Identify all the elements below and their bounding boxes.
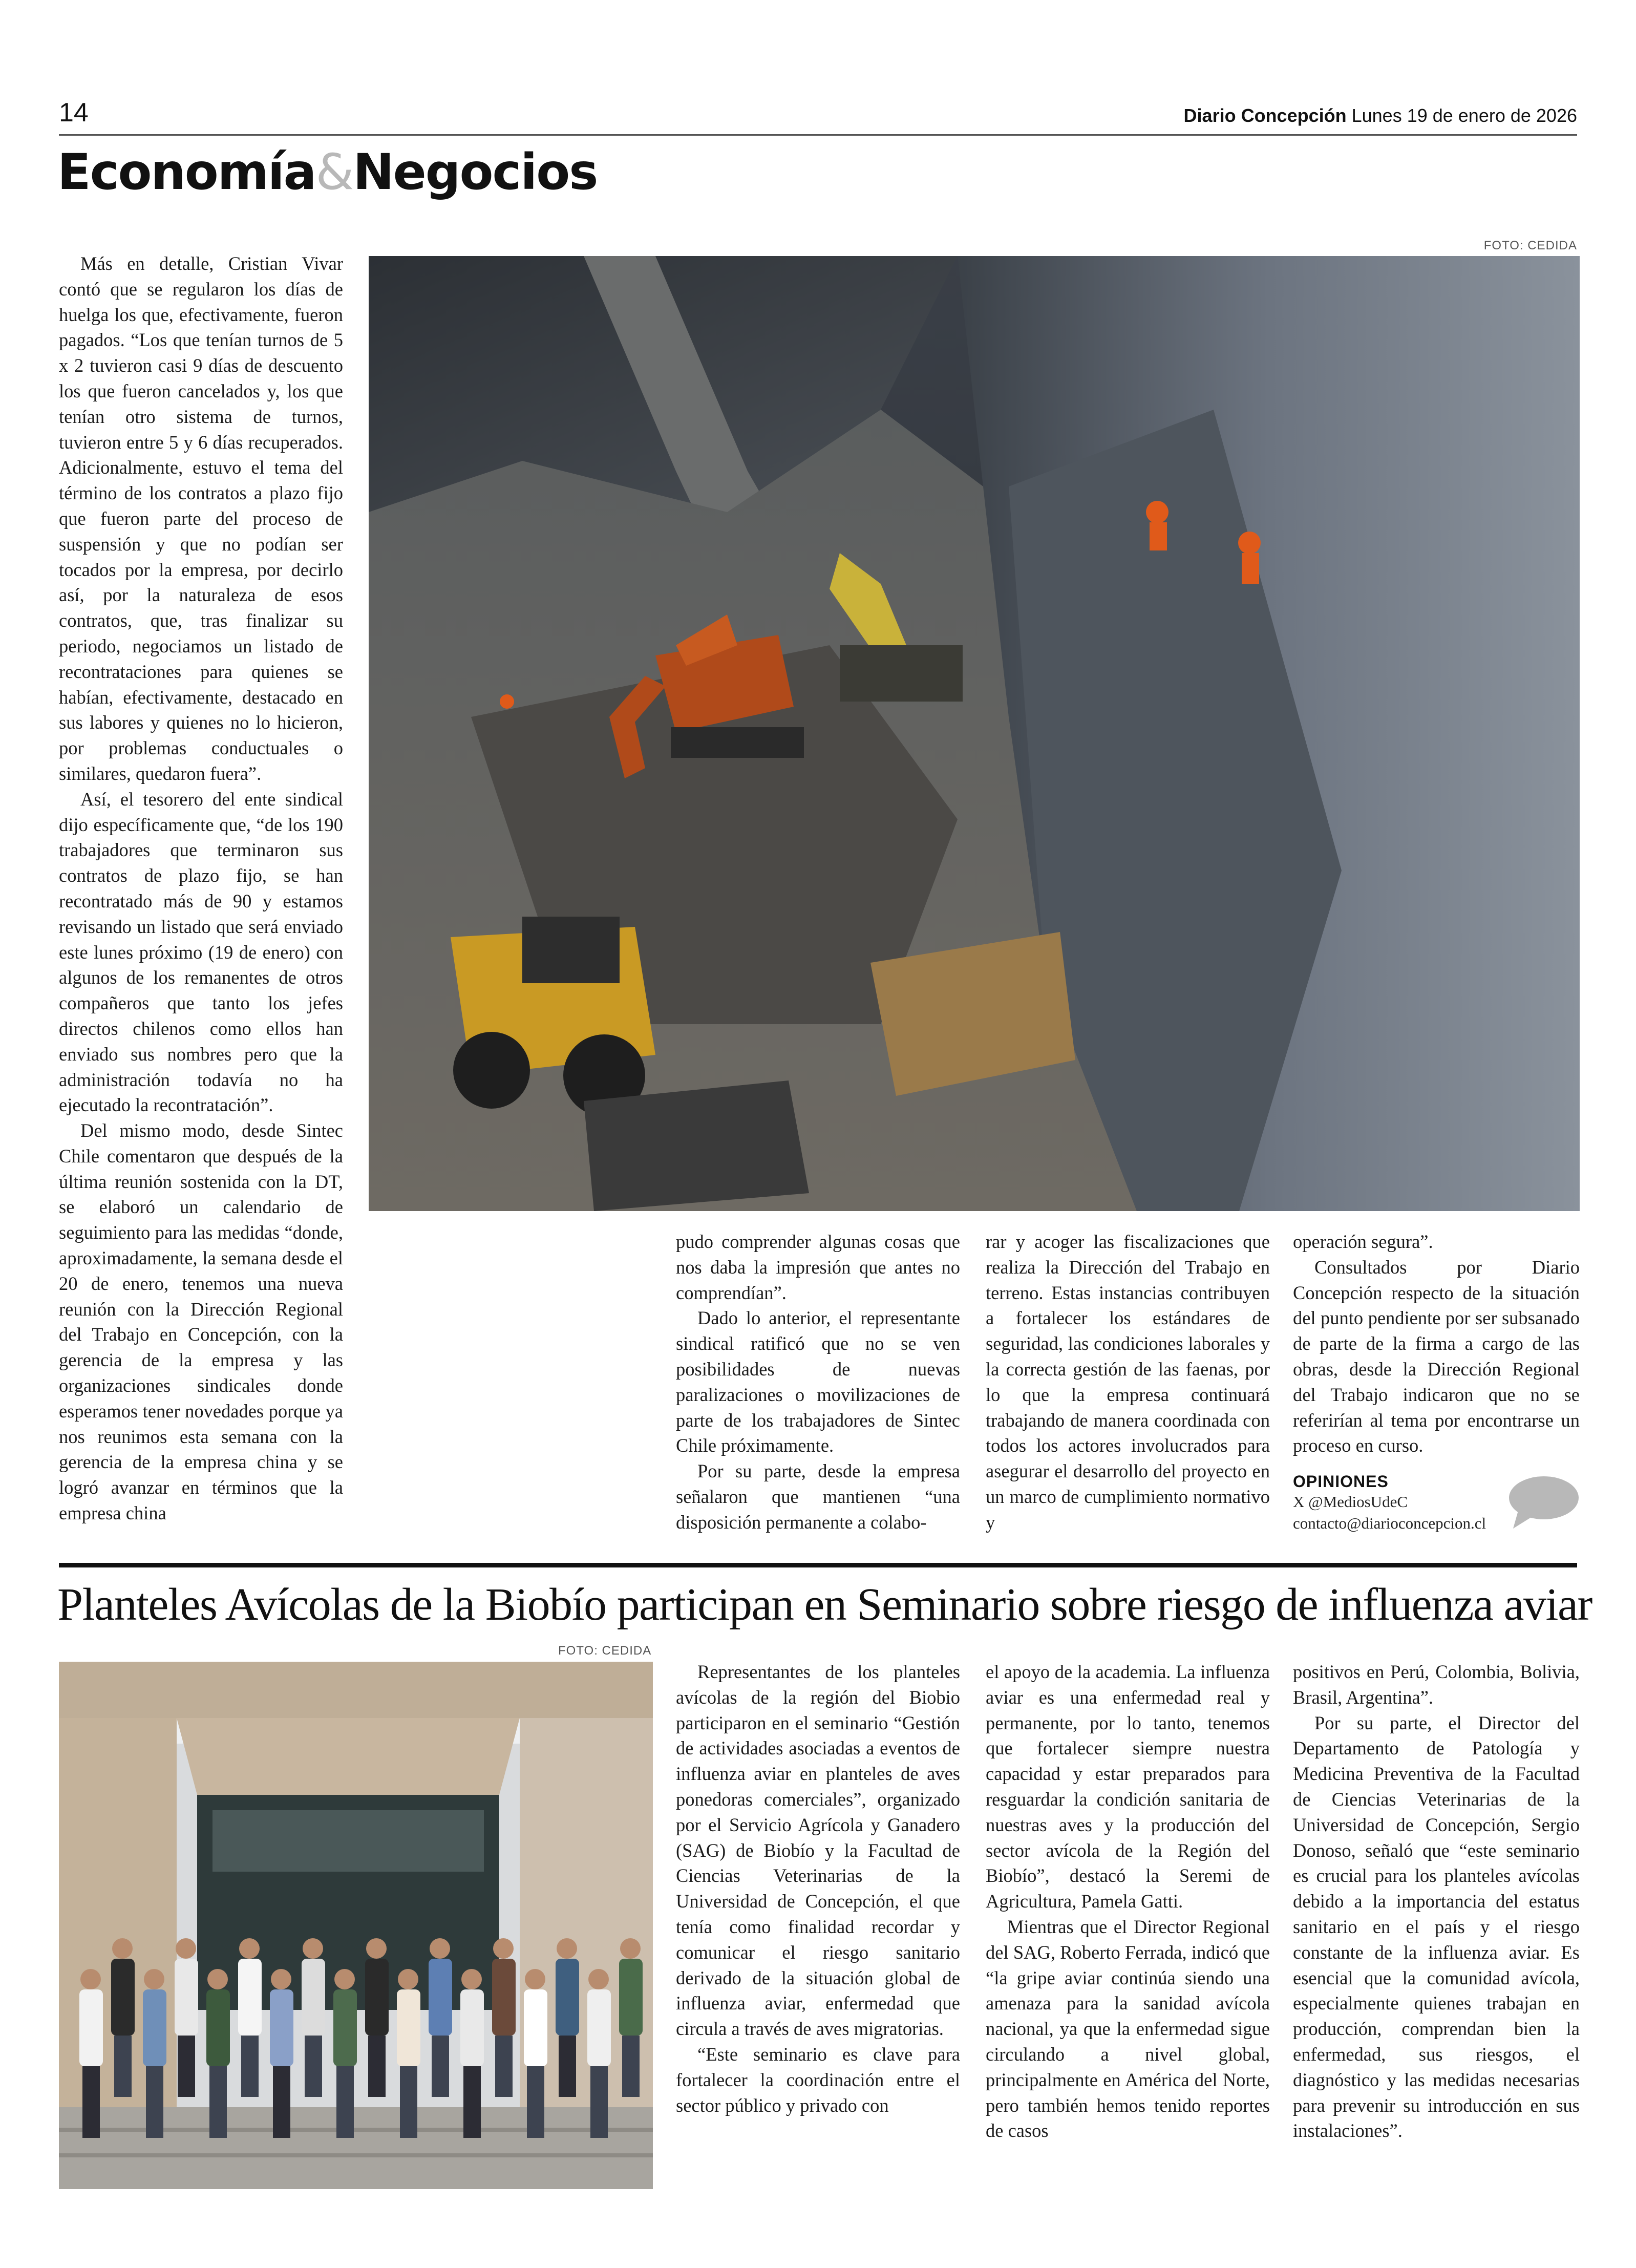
header-rule [59,134,1577,136]
story2-headline: Planteles Avícolas de la Biobío participan en Seminario sobre riesgo de influenza aviar [57,1579,1592,1630]
construction-photo [369,256,1580,1211]
story2-col2-paragraph: Representantes de los planteles avícolas de la región del Biobio participaron en el seminario “Gestión de actividades asociadas a eventos de influenza aviar en planteles de aves ponedoras comerciales”, organizado por el Servicio Agrícola y Ganadero (SAG) de Biobío y la Facultad de Ciencias Veterinarias de la Universidad de Concepción, el que tenía como finalidad recordar y comunicar el riesgo sanitario derivado de la situación global de influenza aviar, enfermedad que circula a través de aves migratorias. [676,1661,960,2040]
story1-column1 [59,251,343,1526]
section-title [57,143,597,201]
story2-col2-paragraph: “Este seminario es clave para fortalecer la coordinación entre el sector público y privado con [676,2043,960,2116]
story2-column3 [986,1659,1270,2144]
speech-bubble-icon [1503,1475,1580,1531]
story1-col4-paragraph: Consultados por Diario Concepción respecto de la situación del punto pendiente por ser subsanado de parte de la firma a cargo de las obras, desde la Dirección Regional del Trabajo indicaron que no se referirían al tema por encontrarse un proceso en curso. [1293,1256,1580,1456]
story1-column2 [676,1229,960,1535]
story1-col1-paragraph: Del mismo modo, desde Sintec Chile comentaron que después de la última reunión sostenida con la DT, se elaboró un calendario de seguimiento para las medidas “donde, aproximadamente, la semana desde el 20 de enero, tenemos una nueva reunión con la Dirección Regional del Trabajo en Concepción, con la gerencia de la empresa y las organizaciones sindicales donde esperamos tener novedades porque ya nos reunimos esta semana con la gerencia de la empresa china y se logró avanzar en términos que la empresa china [59,1120,343,1524]
story2-col3-paragraph: Mientras que el Director Regional del SAG, Roberto Ferrada, indicó que “la gripe aviar continúa siendo una amenaza para la sanidad avícola nacional, ya que la enfermedad sigue circulando a nivel global, principalmente en América del Norte, pero también hemos tenido reportes de casos [986,1916,1270,2142]
story1-col3-paragraph: rar y acoger las fiscalizaciones que realiza la Dirección del Trabajo en terreno. Estas instancias contribuyen a fortalecer los estándares de seguridad, las condiciones laborales y la correcta gestión de las faenas, por lo que la empresa continuará trabajando de manera coordinada con todos los actores involucrados para asegurar el desarrollo del proyecto en un marco de cumplimiento normativo y [986,1231,1270,1533]
story1-column4 [1293,1229,1580,1458]
story2-col4-paragraph: positivos en Perú, Colombia, Bolivia, Brasil, Argentina”. [1293,1661,1580,1708]
photo-credit-story2: FOTO: CEDIDA [558,1644,652,1658]
section-title-part1: Economía [57,143,316,201]
page-number: 14 [59,98,89,128]
story1-col4-paragraph: operación segura”. [1293,1231,1433,1252]
opinions-email[interactable]: contacto@diarioconcepcion.cl [1293,1514,1486,1532]
section-title-ampersand: & [315,143,353,201]
photo-credit-story1: FOTO: CEDIDA [1483,239,1577,252]
story2-column4 [1293,1659,1580,2144]
story2-column2 [676,1659,960,2118]
opinions-handle[interactable]: X @MediosUdeC [1293,1493,1408,1511]
opinions-title: OPINIONES [1293,1472,1389,1491]
story2-col4-paragraph: Por su parte, el Director del Departamento de Patología y Medicina Preventiva de la Facultad de Ciencias Veterinarias de la Universidad de Concepción, Sergio Donoso, señaló que “este seminario es crucial para los planteles avícolas debido a la importancia del estatus sanitario en el país y el riesgo constante de la influenza aviar. Es esencial que la comunidad avícola, especialmente quienes trabajan en producción, comprendan bien la enfermedad, sus riesgos, el diagnóstico y las medidas necesarias para prevenir su introducción en sus instalaciones”. [1293,1712,1580,2142]
story1-col2-paragraph: Dado lo anterior, el representante sindical ratificó que no se ven posibilidades de nuevas paralizaciones o movilizaciones de parte de los trabajadores de Sintec Chile próximamente. [676,1307,960,1456]
publication-date: Lunes 19 de enero de 2026 [1351,105,1577,126]
section-title-part2: Negocios [353,143,598,201]
group-photo [59,1662,653,2189]
story1-col2-paragraph: pudo comprender algunas cosas que nos daba la impresión que antes no comprendían”. [676,1231,960,1303]
publication-name: Diario Concepción [1183,105,1347,126]
story-separator [59,1563,1577,1567]
story1-column3 [986,1229,1270,1535]
story2-col3-paragraph: el apoyo de la academia. La influenza aviar es una enfermedad real y permanente, por lo tanto, tenemos que fortalecer siempre nuestra capacidad y estar preparados para resguardar la condición sanitaria de nuestras aves y la producción del sector avícola de la Región del Biobío”, destacó la Seremi de Agricultura, Pamela Gatti. [986,1661,1270,1912]
story1-col1-paragraph: Así, el tesorero del ente sindical dijo específicamente que, “de los 190 trabajadores que terminaron sus contratos de plazo fijo, se han recontratado más de 90 y estamos revisando un listado que será enviado este lunes próximo (19 de enero) con algunos de los remanentes de otros compañeros que tanto los jefes directos chilenos como ellos han enviado sus nombres pero que la administración todavía no ha ejecutado la recontratación”. [59,788,343,1116]
story1-col2-paragraph: Por su parte, desde la empresa señalaron que mantienen “una disposición permanente a colabo- [676,1460,960,1533]
masthead [1184,105,1577,126]
story1-col1-paragraph: Más en detalle, Cristian Vivar contó que se regularon los días de huelga los que, efectivamente, fueron pagados. “Los que tenían turnos de 5 x 2 tuvieron casi 9 días de descuento los que fueron cancelados y, los que tenían otro sistema de turnos, tuvieron entre 5 y 6 días recuperados. Adicionalmente, estuvo el tema del término de los contratos a plazo fijo que fueron parte del proceso de suspensión y que no podían ser tocados por la empresa, por decirlo así, por la naturaleza de esos contratos, que, tras finalizar su periodo, negociamos un listado de recontrataciones para quienes se habían, efectivamente, destacado en sus labores y quienes no lo hicieron, por problemas conductuales o similares, quedaron fuera”. [59,253,343,784]
